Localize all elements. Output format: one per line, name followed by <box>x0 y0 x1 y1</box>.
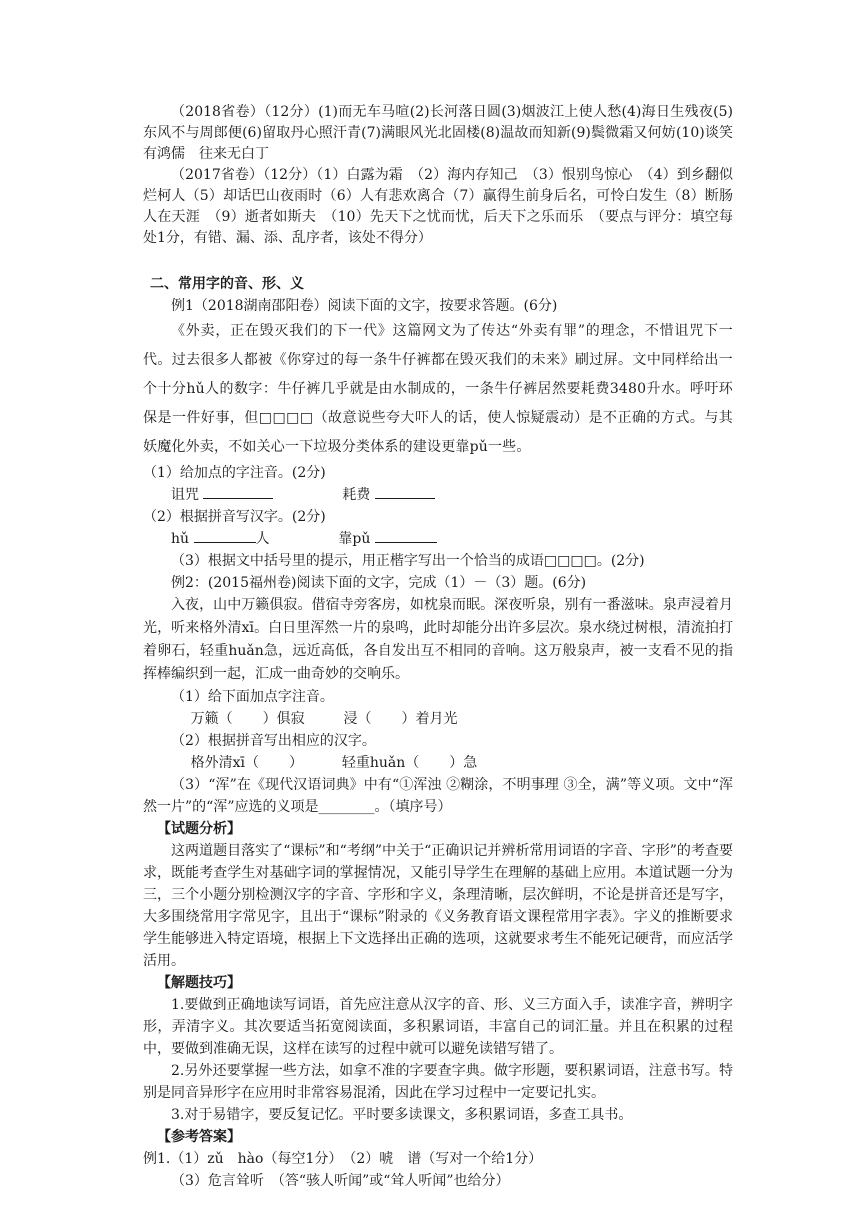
example1-q1-items <box>143 484 733 506</box>
q2-tail-b: 急 <box>463 755 478 771</box>
tip-2: 2.另外还要掌握一些方法，如拿不准的字要查字典。做字形题，要积累词语，注意书写。特别是同音异形字在应用时非常容易混淆，因此在学习过程中一定要记扎实。 <box>143 1063 733 1101</box>
example1-q2: （2）根据拼音写汉字。(2分) <box>143 509 326 525</box>
q1-word-wanlai: 万籁 <box>190 711 219 727</box>
answer-example1-q3: （3）危言耸听 （答“骇人听闻”或“耸人听闻”也给分） <box>171 1173 510 1189</box>
q2-pinyin-xi: 格外清xī <box>190 755 245 771</box>
example2-q2: （2）根据拼音写出相应的汉字。 <box>171 733 376 749</box>
example2-passage: 入夜，山中万籁俱寂。借宿寺旁客房，如枕泉而眠。深夜听泉，别有一番滋味。泉声浸着月光，听来格外清xī。白日里浑然一片的泉鸣，此时却能分出许多层次。泉水绕过树根，清流拍打着卵石，轻重huǎn急，远近高低，各自发出互不相同的音响。这万般泉声，被一支看不见的指挥棒编织到一起，汇成一曲奇妙的交响乐。 <box>143 597 733 682</box>
tip-3: 3.对于易错字，要反复记忆。平时要多读课文，多积累词语，多查工具书。 <box>171 1107 633 1123</box>
answer-2018: （2018省卷）（12分）(1)而无车马喧(2)长河落日圆(3)烟波江上使人愁(4)海日生残夜(5)东风不与周郎便(6)留取丹心照汗青(7)满眼风光北固楼(8)温故而知新(9)鬓微霜又何妨(10)谈笑有鸿儒 往来无白丁 <box>143 104 733 162</box>
answer-example1: 例1.（1）zǔ hào（每空1分） （2）唬 谱（写对一个给1分） <box>143 1151 543 1167</box>
q1-word-jin: 浸 <box>343 711 358 727</box>
q2-blank-a[interactable] <box>194 528 256 543</box>
example2-q3: （3）“浑”在《现代汉语词典》中有“①浑浊 ②糊涂，不明事理 ③全，满”等义项。文中“浑然一片”的“浑”应选的义项是________。（填序号） <box>143 777 733 815</box>
q1-tail-a: 俱寂 <box>276 711 305 727</box>
q2-pinyin-hu: hǔ <box>171 531 190 547</box>
example1-intro: 例1（2018湖南邵阳卷）阅读下面的文字，按要求答题。(6分) <box>171 298 558 314</box>
example1-q2-items <box>143 528 733 550</box>
tips-heading: 【解题技巧】 <box>157 975 241 991</box>
analysis-heading: 【试题分析】 <box>157 821 241 837</box>
example2-q1: （1）给下面加点字注音。 <box>171 689 334 705</box>
example1-passage: 《外卖，正在毁灭我们的下一代》这篇网文为了传达“外卖有罪”的理念，不惜诅咒下一代。过去很多人都被《你穿过的每一条牛仔裤都在毁灭我们的未来》刷过屏。文中同样给出一个十分hǔ人的数字：牛仔裤几乎就是由水制成的，一条牛仔裤居然要耗费3480升水。呼吁环保是一件好事，但□□□□（故意说些夸大吓人的话，使人惊疑震动）是不正确的方式。与其妖魔化外卖，不如关心一下垃圾分类体系的建设更靠pǔ一些。 <box>143 323 733 455</box>
section-title: 二、常用字的音、形、义 <box>150 276 304 292</box>
example1-q3: （3）根据文中括号里的提示，用正楷字写出一个恰当的成语□□□□。(2分) <box>171 553 645 569</box>
answer-heading: 【参考答案】 <box>157 1129 241 1145</box>
q1-word-zuzhou: 诅咒 <box>171 487 199 503</box>
answer-2017: （2017省卷）（12分）（1）白露为霜 （2）海内存知己 （3）恨别鸟惊心 （4）到乡翻似烂柯人（5）却话巴山夜雨时（6）人有悲欢离合（7）赢得生前身后名，可怜白发生（8）断肠人在天涯 （9）逝者如斯夫 （10）先天下之忧而忧，后天下之乐而乐 （要点与评分：填空每处1分，有错、漏、添、乱序者，该处不得分） <box>143 167 733 246</box>
example2-q2-items: 格外清xī（ ） 轻重huǎn（ ）急 <box>190 755 478 771</box>
document-body <box>143 102 733 1192</box>
analysis-text: 这两道题目落实了“课标”和“考纲”中关于“正确识记并辨析常用词语的字音、字形”的考查要求，既能考查学生对基础字词的掌握情况，又能引导学生在理解的基础上应用。本道试题一分为三，三个小题分别检测汉字的字音、字形和字义，条理清晰，层次鲜明，不论是拼音还是写字，大多围绕常用字常见字，且出于“课标”附录的《义务教育语文课程常用字表》。字义的推断要求学生能够进入特定语境，根据上下文选择出正确的选项，这就要求考生不能死记硬背，而应活学活用。 <box>143 843 733 969</box>
q1-blank-a[interactable] <box>203 484 273 499</box>
q1-tail-b: 着月光 <box>415 711 458 727</box>
q2-pinyin-huan: 轻重huǎn <box>341 755 406 771</box>
example2-intro: 例2：(2015福州卷)阅读下面的文字，完成（1）－（3）题。(6分) <box>171 575 587 591</box>
q2-tail-a: 人 <box>255 531 270 547</box>
tip-1: 1.要做到正确地读写词语，首先应注意从汉字的音、形、义三方面入手，读准字音，辨明字形，弄清字义。其次要适当拓宽阅读面，多积累词语，丰富自己的词汇量。并且在积累的过程中，要做到准确无误，这样在读写的过程中就可以避免读错写错了。 <box>143 997 733 1057</box>
q1-blank-b[interactable] <box>375 484 435 499</box>
q2-pinyin-pu: 靠pǔ <box>338 531 371 547</box>
q1-word-haofei: 耗费 <box>342 487 371 503</box>
q2-blank-b[interactable] <box>375 528 437 543</box>
example2-q1-items: 万籁（ ）俱寂 浸（ ）着月光 <box>190 711 458 727</box>
example1-q1: （1）给加点的字注音。(2分) <box>143 465 326 481</box>
